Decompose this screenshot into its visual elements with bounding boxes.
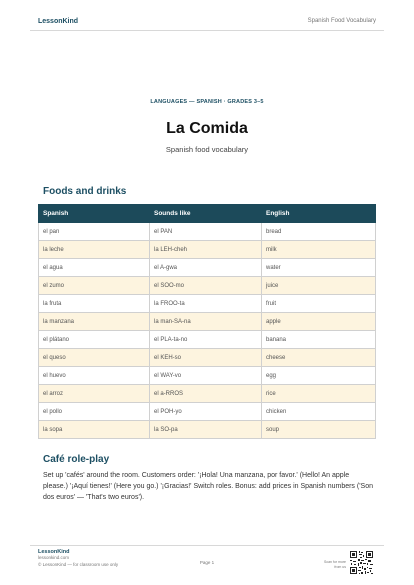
cell-spanish: la leche — [39, 241, 150, 259]
table-row — [39, 259, 376, 277]
page-subtitle: Spanish food vocabulary — [165, 145, 249, 154]
cell-sounds-like: el a-RROS — [150, 385, 262, 403]
cell-english: juice — [262, 277, 376, 295]
column-header-spanish: Spanish — [39, 205, 150, 223]
cell-spanish: el pollo — [39, 403, 150, 421]
cell-spanish: la manzana — [39, 313, 150, 331]
table-row — [39, 223, 376, 241]
footer-copyright: © LessonKind — for classroom use only — [38, 561, 119, 567]
cell-english: cheese — [262, 349, 376, 367]
cell-spanish: el arroz — [39, 385, 150, 403]
cell-english: water — [262, 259, 376, 277]
table-header-row — [39, 205, 376, 223]
cell-spanish: la fruta — [39, 295, 150, 313]
cell-sounds-like: el KEH-so — [150, 349, 262, 367]
cell-sounds-like: el WAY-vo — [150, 367, 262, 385]
table-row — [39, 421, 376, 439]
table-row — [39, 349, 376, 367]
roleplay-instructions: Set up 'cafés' around the room. Customers order: '¡Hola! Una manzana, por favor.' (Hello! An apple please.) '¡Aquí tienes!' (Here you go.) '¡Gracias!' Switch roles. Bonus: add prices in Spanish numbers ('Son dos euros' — 'That's two euros'). — [43, 472, 374, 501]
cell-spanish: la sopa — [39, 421, 150, 439]
footer-info — [38, 549, 118, 568]
cell-english: banana — [262, 331, 376, 349]
cell-english: rice — [262, 385, 376, 403]
table-row — [39, 277, 376, 295]
cell-spanish: el agua — [39, 259, 150, 277]
cell-english: apple — [262, 313, 376, 331]
cell-sounds-like: el A-gwa — [150, 259, 262, 277]
page-header — [38, 16, 376, 26]
document-label: Spanish Food Vocabulary — [307, 18, 376, 24]
cell-sounds-like: el PLA-ta-no — [150, 331, 262, 349]
qr-code-icon — [349, 550, 374, 575]
cell-sounds-like: la FROO-ta — [150, 295, 262, 313]
qr-scan-hint: Scan for more from us — [324, 560, 346, 569]
cell-sounds-like: el POH-yo — [150, 403, 262, 421]
table-row — [39, 313, 376, 331]
cell-sounds-like: el SOO-mo — [150, 277, 262, 295]
brand-logo[interactable]: LessonKind — [38, 17, 79, 25]
header-divider — [30, 30, 384, 31]
table-row — [39, 295, 376, 313]
cell-spanish: el zumo — [39, 277, 150, 295]
cell-english: fruit — [262, 295, 376, 313]
subject-eyebrow: LANGUAGES — SPANISH · GRADES 3–5 — [150, 99, 264, 105]
footer-brand: LessonKind — [38, 549, 70, 555]
table-row — [39, 241, 376, 259]
cell-sounds-like: la SO-pa — [150, 421, 262, 439]
column-header-english: English — [262, 205, 376, 223]
cell-spanish: el pan — [39, 223, 150, 241]
page-number: Page 1 — [199, 560, 215, 565]
table-row — [39, 385, 376, 403]
cell-spanish: el huevo — [39, 367, 150, 385]
cell-spanish: el plátano — [39, 331, 150, 349]
cell-sounds-like: el PAN — [150, 223, 262, 241]
table-row — [39, 331, 376, 349]
cell-english: bread — [262, 223, 376, 241]
vocabulary-table — [38, 204, 376, 439]
section-title-foods: Foods and drinks — [43, 186, 127, 197]
page-title: La Comida — [166, 120, 248, 137]
cell-english: milk — [262, 241, 376, 259]
section-title-roleplay: Café role-play — [43, 454, 110, 465]
cell-english: soup — [262, 421, 376, 439]
cell-spanish: el queso — [39, 349, 150, 367]
column-header-sounds-like: Sounds like — [150, 205, 262, 223]
cell-english: egg — [262, 367, 376, 385]
footer-site-link[interactable]: lessonkind.com — [38, 555, 70, 560]
table-row — [39, 403, 376, 421]
table-row — [39, 367, 376, 385]
cell-english: chicken — [262, 403, 376, 421]
cell-sounds-like: la man-SA-na — [150, 313, 262, 331]
footer-divider — [30, 545, 384, 546]
cell-sounds-like: la LEH-cheh — [150, 241, 262, 259]
